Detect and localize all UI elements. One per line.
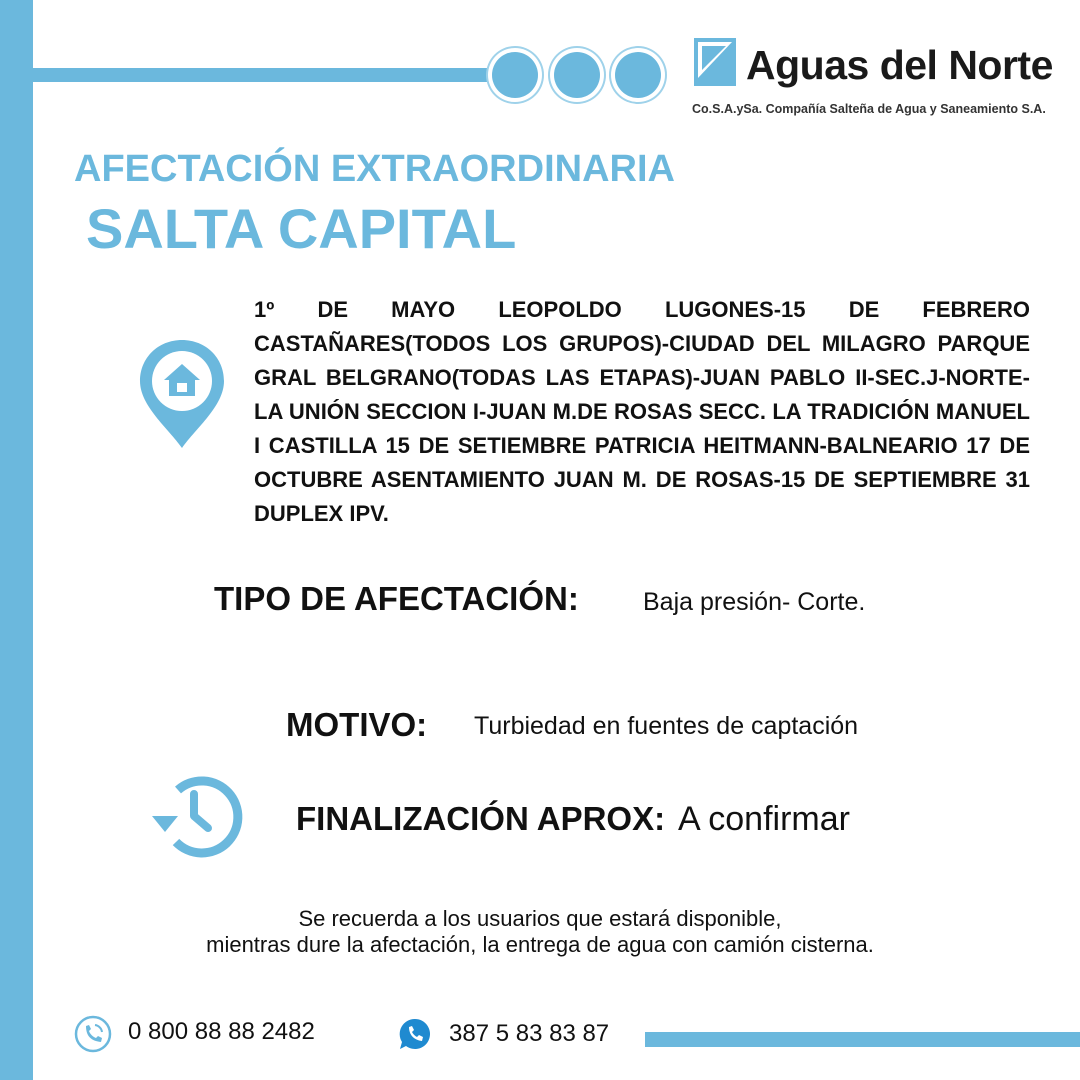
affected-areas-text: 1º DE MAYO LEOPOLDO LUGONES-15 DE FEBRERO CASTAÑARES(TODOS LOS GRUPOS)-CIUDAD DEL MILAGRO PARQUE GRAL BELGRANO(TODAS LAS ETAPAS)-JUAN PABLO II-SEC.J-NORTE-LA UNIÓN SECCION I-JUAN M.DE ROSAS SECC. LA TRADICIÓN MANUEL I CASTILLA 15 DE SETIEMBRE PATRICIA HEITMANN-BALNEARIO 17 DE OCTUBRE ASENTAMIENTO JUAN M. DE ROSAS-15 DE SEPTIEMBRE 31 DUPLEX IPV.	[254, 297, 1030, 526]
motivo-label: MOTIVO:	[286, 706, 428, 743]
finalizacion-value: A confirmar	[678, 800, 850, 838]
phone-number[interactable]: 0 800 88 88 2482	[128, 1018, 315, 1045]
decorative-dot	[492, 52, 538, 98]
company-logo	[690, 34, 1060, 124]
whatsapp-icon[interactable]	[397, 1016, 433, 1052]
reminder-text	[100, 906, 980, 958]
motivo-value: Turbiedad en fuentes de captación	[474, 712, 859, 740]
reminder-line-1: Se recuerda a los usuarios que estará disponible,	[298, 906, 782, 931]
reminder-line-2: mientras dure la afectación, la entrega de agua con camión cisterna.	[206, 932, 874, 957]
left-accent-bar	[0, 0, 33, 1080]
logo-mark-icon	[694, 38, 736, 86]
decorative-dot	[554, 52, 600, 98]
decorative-dot	[615, 52, 661, 98]
notice-location: SALTA CAPITAL	[86, 197, 517, 260]
brand-name: Aguas del Norte	[746, 42, 1053, 88]
tipo-afectacion-label: TIPO DE AFECTACIÓN:	[214, 580, 579, 617]
tipo-afectacion-value: Baja presión- Corte.	[643, 588, 866, 616]
clock-history-icon	[138, 770, 244, 862]
bottom-accent-line	[645, 1032, 1080, 1047]
finalizacion-label: FINALIZACIÓN APROX:	[296, 800, 666, 837]
brand-subtitle: Co.S.A.ySa. Compañía Salteña de Agua y Saneamiento S.A.	[692, 102, 1046, 116]
location-home-icon	[136, 336, 228, 452]
notice-title: AFECTACIÓN EXTRAORDINARIA	[74, 148, 675, 190]
phone-icon[interactable]	[73, 1014, 113, 1054]
whatsapp-number[interactable]: 387 5 83 83 87	[449, 1020, 610, 1047]
top-accent-line	[33, 68, 513, 82]
